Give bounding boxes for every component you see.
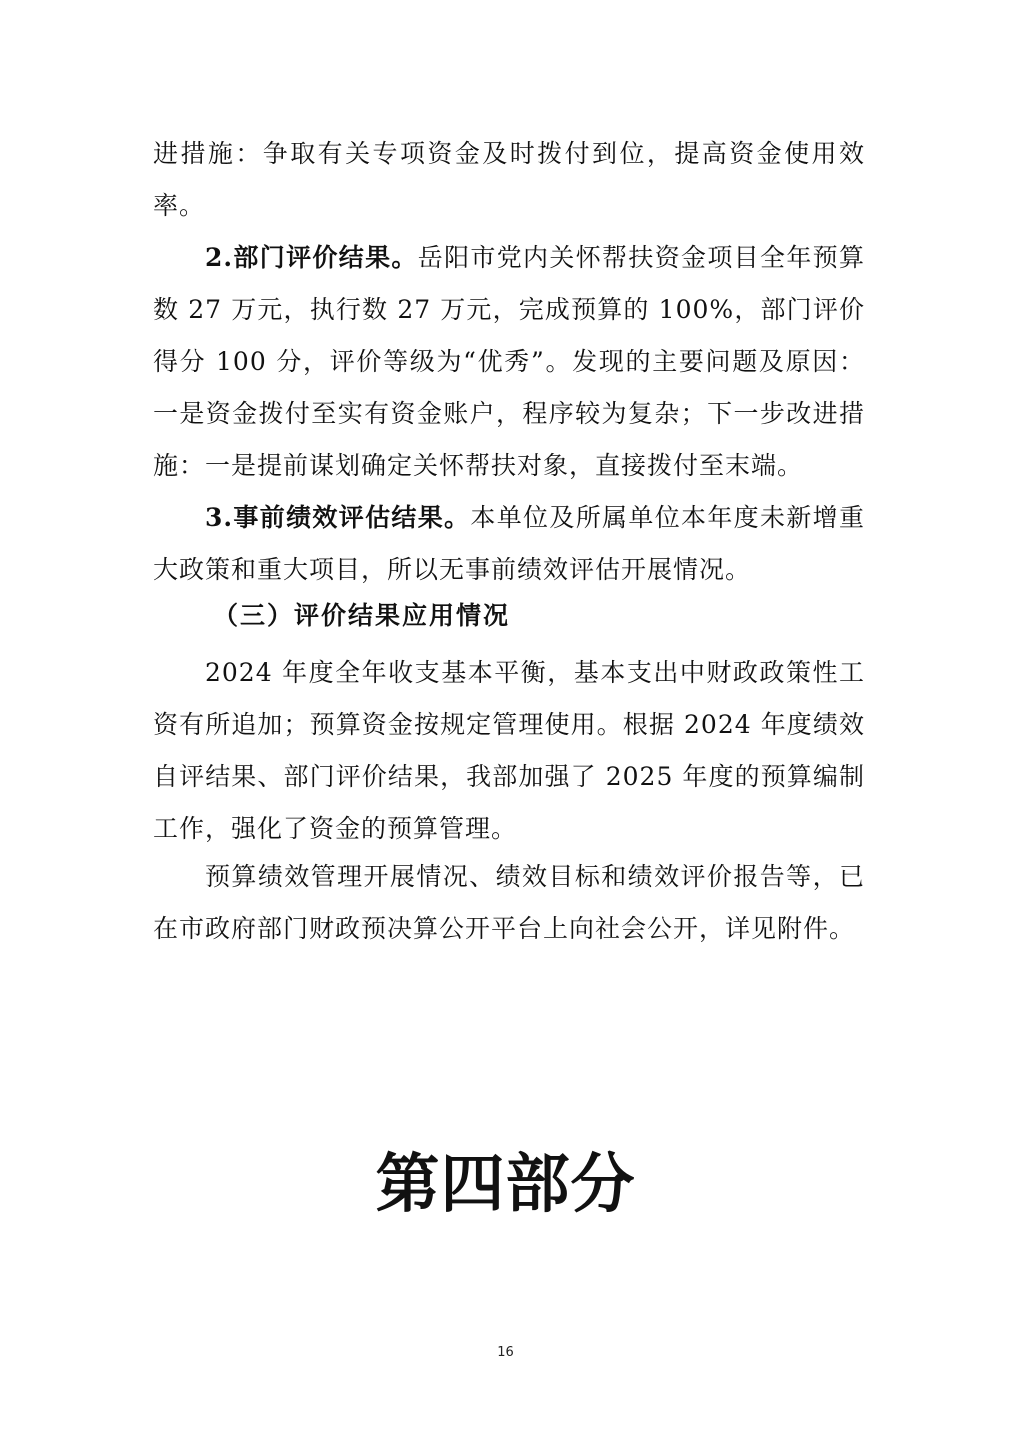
section-subheading: （三）评价结果应用情况 [213,601,511,630]
paragraph-improvement-measures: 进措施：争取有关专项资金及时拨付到位，提高资金使用效率。 [153,139,865,220]
page-number: 16 [497,1345,514,1360]
prior-assessment-body: 本单位及所属单位本年度未新增重大政策和重大项目，所以无事前绩效评估开展情况。 [153,503,865,584]
paragraph-result-application: 2024 年度全年收支基本平衡，基本支出中财政政策性工资有所追加；预算资金按规定管理使用。根据 2024 年度绩效自评结果、部门评价结果，我部加强了 2025 年度的预算编制工作，强化了资金的预算管理。 [153,658,865,843]
department-evaluation-body: 岳阳市党内关怀帮扶资金项目全年预算数 27 万元，执行数 27 万元，完成预算的 100%，部门评价得分 100 分，评价等级为“优秀”。发现的主要问题及原因：一是资金拨付至实有资金账户，程序较为复杂；下一步改进措施：一是提前谋划确定关怀帮扶对象，直接拨付至末端。 [153,243,865,480]
department-evaluation-heading: 2.部门评价结果。 [205,243,418,272]
paragraph-department-evaluation [153,232,865,492]
paragraph-prior-assessment [153,492,865,596]
part-title: 第四部分 [375,1148,636,1222]
paragraph-public-disclosure: 预算绩效管理开展情况、绩效目标和绩效评价报告等，已在市政府部门财政预决算公开平台上向社会公开，详见附件。 [153,862,865,943]
prior-assessment-heading: 3.事前绩效评估结果。 [205,503,471,532]
